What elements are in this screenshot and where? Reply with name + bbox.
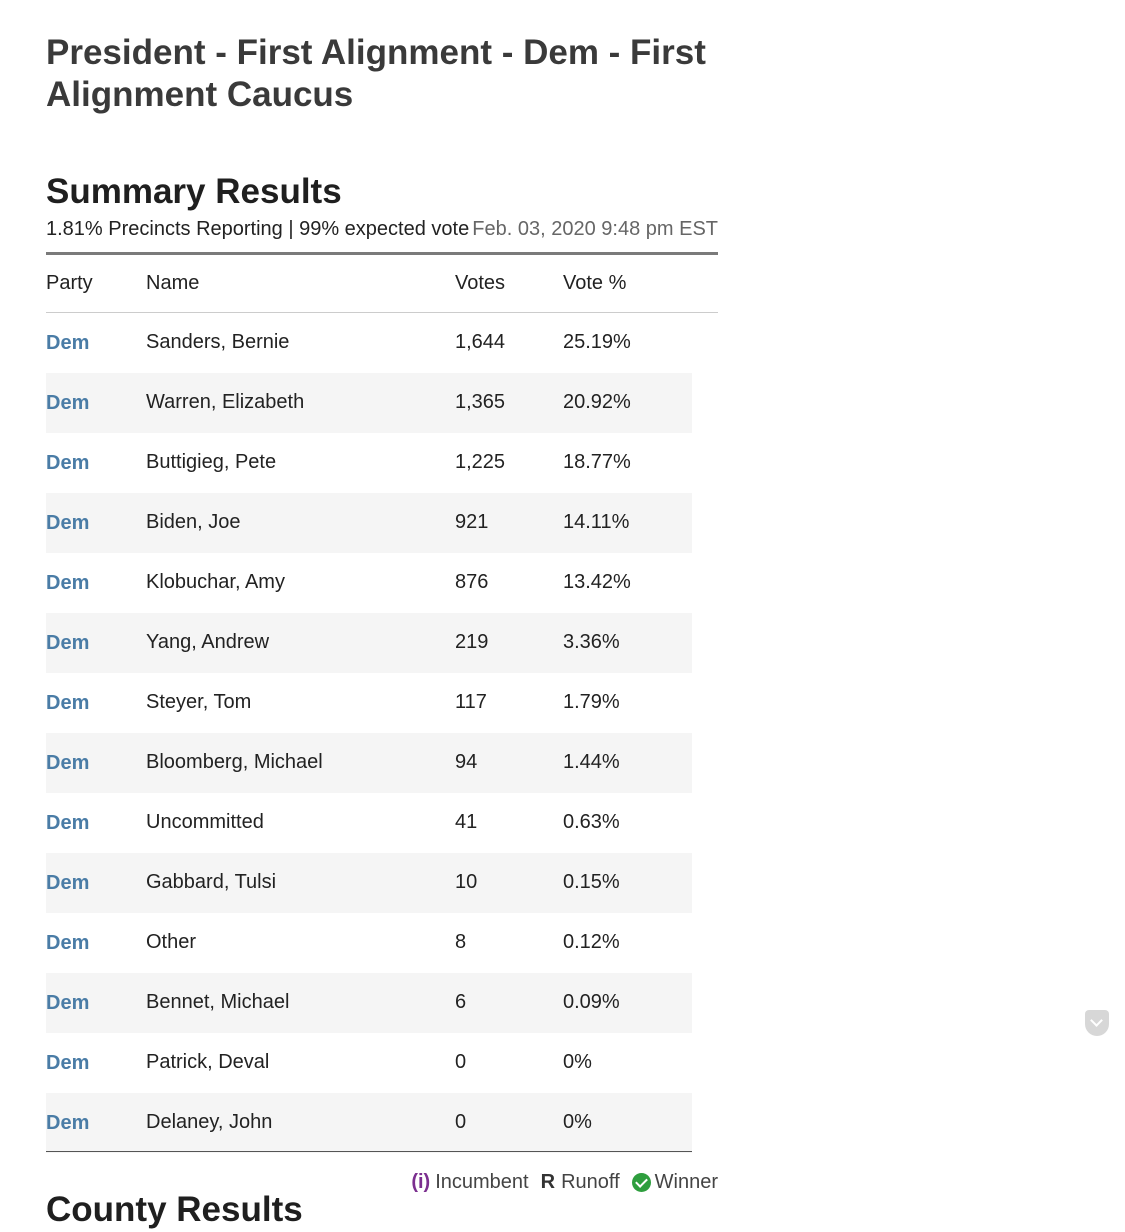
candidate-votes: 41 bbox=[455, 811, 478, 833]
candidate-votes: 8 bbox=[455, 931, 467, 953]
party-link[interactable]: Dem bbox=[46, 992, 90, 1014]
party-link[interactable]: Dem bbox=[46, 332, 90, 354]
candidate-vote-percent: 25.19% bbox=[563, 331, 631, 353]
table-row bbox=[46, 973, 692, 1033]
candidate-name: Steyer, Tom bbox=[146, 691, 252, 713]
results-table-header bbox=[46, 258, 718, 313]
column-header-vote-percent: Vote % bbox=[563, 272, 627, 294]
results-legend bbox=[400, 1168, 718, 1196]
incumbent-icon: (i) bbox=[411, 1171, 431, 1193]
legend-runoff-label: Runoff bbox=[561, 1171, 620, 1193]
candidate-vote-percent: 0% bbox=[563, 1051, 592, 1073]
table-row bbox=[46, 613, 692, 673]
candidate-vote-percent: 0% bbox=[563, 1111, 592, 1133]
candidate-vote-percent: 20.92% bbox=[563, 391, 631, 413]
party-link[interactable]: Dem bbox=[46, 932, 90, 954]
candidate-name: Klobuchar, Amy bbox=[146, 571, 285, 593]
party-link[interactable]: Dem bbox=[46, 812, 90, 834]
party-link[interactable]: Dem bbox=[46, 752, 90, 774]
county-results-heading-text: County Results bbox=[46, 1190, 303, 1229]
party-link[interactable]: Dem bbox=[46, 1112, 90, 1134]
candidate-name: Patrick, Deval bbox=[146, 1051, 270, 1073]
page-title: President - First Alignment - Dem - First Alignment Caucus bbox=[46, 33, 706, 114]
candidate-votes: 6 bbox=[455, 991, 467, 1013]
table-row bbox=[46, 313, 692, 373]
column-header-name: Name bbox=[146, 272, 200, 294]
candidate-vote-percent: 0.12% bbox=[563, 931, 620, 953]
candidate-name: Buttigieg, Pete bbox=[146, 451, 277, 473]
column-header-party: Party bbox=[46, 272, 93, 294]
candidate-vote-percent: 14.11% bbox=[563, 511, 630, 533]
legend-incumbent-label: Incumbent bbox=[435, 1171, 529, 1193]
legend-winner-label: Winner bbox=[654, 1171, 718, 1193]
candidate-votes: 1,225 bbox=[455, 451, 506, 473]
precincts-reporting: 1.81% Precincts Reporting | 99% expected vote bbox=[46, 218, 470, 240]
candidate-name: Yang, Andrew bbox=[146, 631, 270, 653]
legend-incumbent bbox=[411, 1168, 528, 1196]
candidate-votes: 876 bbox=[455, 571, 489, 593]
candidate-vote-percent: 3.36% bbox=[563, 631, 620, 653]
party-link[interactable]: Dem bbox=[46, 572, 90, 594]
candidate-votes: 219 bbox=[455, 631, 489, 653]
candidate-vote-percent: 0.09% bbox=[563, 991, 620, 1013]
table-row bbox=[46, 553, 692, 613]
candidate-name: Gabbard, Tulsi bbox=[146, 871, 277, 893]
candidate-votes: 117 bbox=[455, 691, 487, 713]
party-link[interactable]: Dem bbox=[46, 512, 90, 534]
candidate-name: Uncommitted bbox=[146, 811, 264, 833]
table-row bbox=[46, 913, 692, 973]
candidate-name: Sanders, Bernie bbox=[146, 331, 290, 353]
candidate-votes: 0 bbox=[455, 1051, 467, 1073]
column-header-votes: Votes bbox=[455, 272, 506, 294]
candidate-vote-percent: 1.44% bbox=[563, 751, 620, 773]
legend-winner bbox=[632, 1168, 718, 1196]
table-row bbox=[46, 853, 692, 913]
candidate-vote-percent: 0.63% bbox=[563, 811, 620, 833]
candidate-name: Bennet, Michael bbox=[146, 991, 290, 1013]
header-divider bbox=[46, 252, 718, 255]
candidate-votes: 1,644 bbox=[455, 331, 506, 353]
candidate-vote-percent: 0.15% bbox=[563, 871, 620, 893]
table-row bbox=[46, 1033, 692, 1093]
chevron-down-icon[interactable] bbox=[1085, 1010, 1109, 1036]
candidate-name: Other bbox=[146, 931, 197, 953]
table-row bbox=[46, 733, 692, 793]
runoff-icon: R bbox=[540, 1171, 556, 1193]
party-link[interactable]: Dem bbox=[46, 1052, 90, 1074]
table-row bbox=[46, 433, 692, 493]
party-link[interactable]: Dem bbox=[46, 872, 90, 894]
party-link[interactable]: Dem bbox=[46, 692, 90, 714]
results-table-body bbox=[46, 313, 692, 1153]
county-results-heading bbox=[46, 1188, 346, 1229]
candidate-votes: 10 bbox=[455, 871, 478, 893]
candidate-vote-percent: 18.77% bbox=[563, 451, 631, 473]
summary-heading: Summary Results bbox=[46, 172, 342, 211]
table-row bbox=[46, 1093, 692, 1153]
last-updated-timestamp: Feb. 03, 2020 9:48 pm EST bbox=[472, 218, 718, 240]
table-row bbox=[46, 373, 692, 433]
candidate-vote-percent: 13.42% bbox=[563, 571, 631, 593]
table-row bbox=[46, 793, 692, 853]
party-link[interactable]: Dem bbox=[46, 392, 90, 414]
check-circle-icon bbox=[632, 1173, 651, 1192]
candidate-votes: 0 bbox=[455, 1111, 467, 1133]
candidate-vote-percent: 1.79% bbox=[563, 691, 620, 713]
party-link[interactable]: Dem bbox=[46, 452, 90, 474]
summary-meta bbox=[46, 215, 718, 245]
candidate-name: Warren, Elizabeth bbox=[146, 391, 305, 413]
legend-runoff bbox=[541, 1168, 620, 1196]
candidate-name: Bloomberg, Michael bbox=[146, 751, 323, 773]
party-link[interactable]: Dem bbox=[46, 632, 90, 654]
table-row bbox=[46, 493, 692, 553]
table-bottom-divider bbox=[46, 1151, 692, 1152]
table-row bbox=[46, 673, 692, 733]
candidate-votes: 921 bbox=[455, 511, 489, 533]
candidate-votes: 94 bbox=[455, 751, 478, 773]
candidate-name: Delaney, John bbox=[146, 1111, 273, 1133]
candidate-name: Biden, Joe bbox=[146, 511, 241, 533]
candidate-votes: 1,365 bbox=[455, 391, 506, 413]
